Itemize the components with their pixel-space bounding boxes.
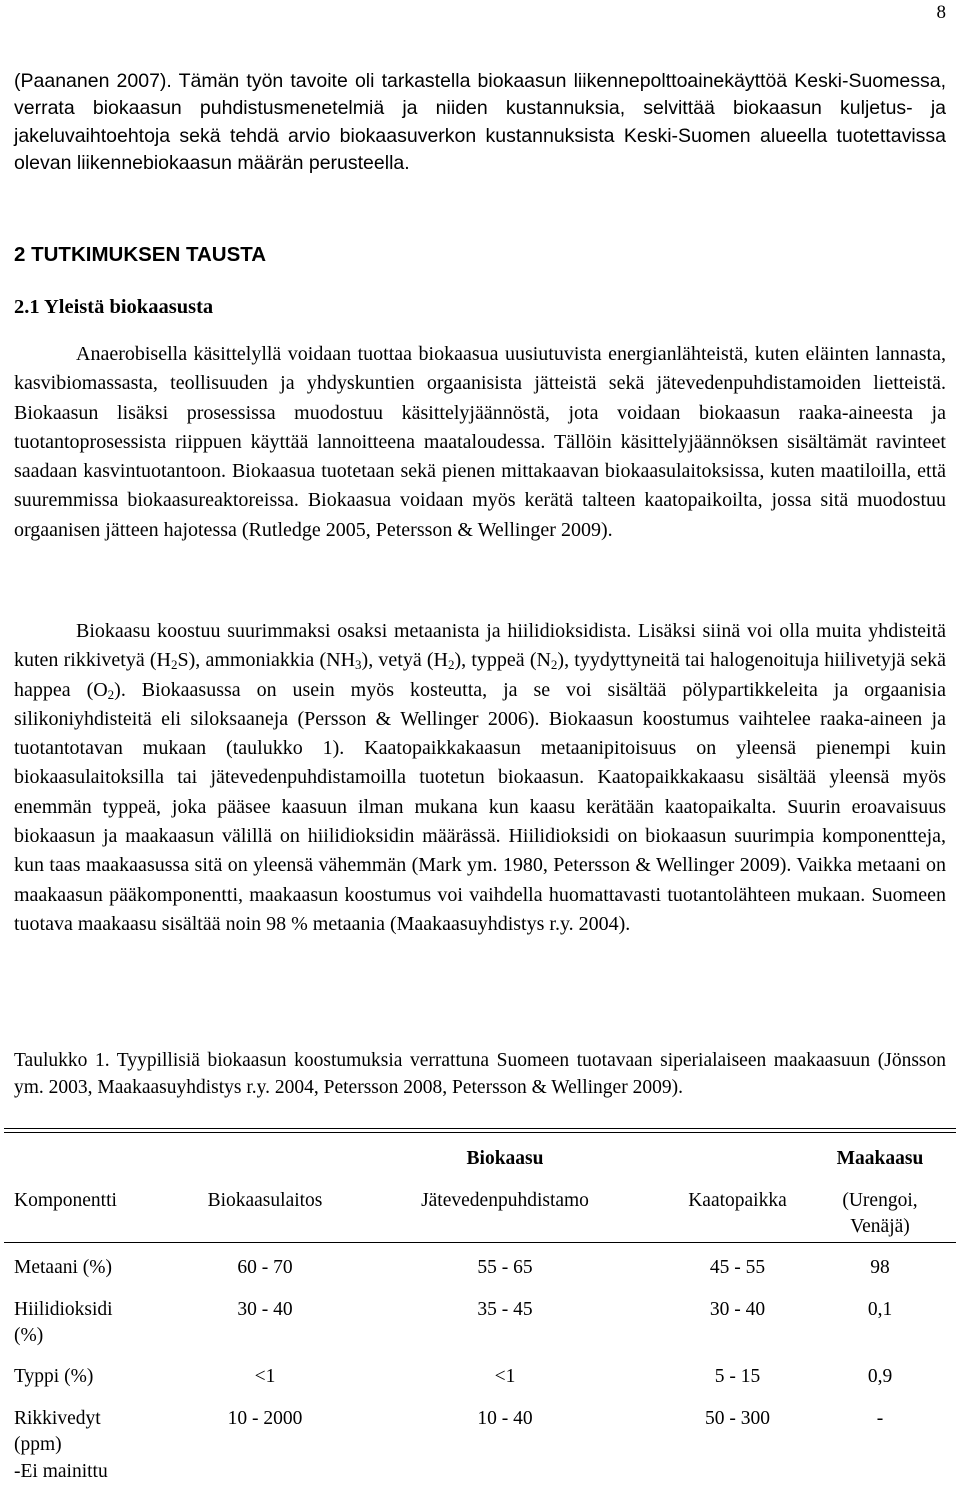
composition-text-part: ), vetyä (H [361, 649, 448, 672]
row-label: Typpi (%) [14, 1366, 94, 1387]
group-header-maakaasu: Maakaasu [836, 1148, 924, 1169]
cell-kaatopaikka: 5 - 15 [714, 1366, 761, 1387]
composition-text-part: ), tyydyttyneitä tai halogenoituja hiilivetyjä sekä happea (O [14, 649, 946, 701]
cell-biokaasulaitos: <1 [254, 1366, 276, 1387]
cell-kaatopaikka: 50 - 300 [705, 1408, 770, 1429]
cell-jatevedenpuhdistamo: 35 - 45 [477, 1299, 533, 1320]
cell-kaatopaikka: 30 - 40 [709, 1299, 766, 1320]
composition-text-part: ), typpeä (N [454, 649, 551, 672]
composition-text-part: S), ammoniakkia (NH [177, 649, 356, 672]
table-caption: Taulukko 1. Tyypillisiä biokaasun koostumuksia verrattuna Suomeen tuotavaan siperialaiseen maakaasuun (Jönsson ym. 2003, Maakaasuyhdistys r.y. 2004, Petersson 2008, Petersson & Wellinger 2009). [14, 1050, 946, 1098]
subscript: 2 [447, 657, 455, 673]
table-footnote: -Ei mainittu [14, 1461, 108, 1482]
row-label: Metaani (%) [14, 1257, 112, 1278]
row-label-unit: (%) [14, 1325, 44, 1346]
paragraph-composition [14, 617, 946, 939]
col-header-biokaasulaitos: Biokaasulaitos [207, 1190, 323, 1211]
subscript: 2 [107, 686, 115, 702]
intro-paragraph: (Paananen 2007). Tämän työn tavoite oli tarkastella biokaasun liikennepolttoainekäyttöä Keski-Suomessa, verrata biokaasun puhdistusmenetelmiä ja niiden kustannuksia, selvittää biokaasun kuljetus- ja jakeluvaihtoehtoja sekä tehdä arvio biokaasuverkon kustannuksista Keski-Suomen alueella tuotettavissa olevan liikennebiokaasun määrän perusteella. [14, 70, 946, 175]
composition-text-part: ). Biokaasussa on usein myös kosteutta, ja se voi sisältää pölypartikkeleita ja orgaanisia silikoniyhdisteitä eli siloksaaneja (Persson & Wellinger 2006). Biokaasun koostumus vaihtelee raaka-aineen ja tuotantotavan mukaan (taulukko 1). Kaatopaikkakaasun metaanipitoisuus on yleensä pienempi kuin biokaasulaitoksilla tai jätevedenpuhdistamoilla tuotetun biokaasun. Kaatopaikkakaasu sisältää yleensä myös enemmän typpeä, joka pääsee kaasuun ilman mukana kun kaasu kerätään kaatopaikalta. Suurin eroavaisuus biokaasun ja maakaasun välillä on hiilidioksidin määrässä. Hiilidioksidi on biokaasun suurimpia komponentteja, kun taas maakaasussa sitä on yleensä vähemmän (Mark ym. 1980, Petersson & Wellinger 2009). Vaikka metaani on maakaasun pääkomponentti, maakaasun koostumus voi vaihdella huomattavasti tuotantolähteen mukaan. Suomeen tuotava maakaasu sisältää noin 98 % metaania (Maakaasuyhdistys r.y. 2004). [14, 678, 946, 935]
cell-maakaasu: 0,1 [867, 1299, 893, 1320]
composition-text-part: Biokaasu koostuu suurimmaksi osaksi metaanista ja hiilidioksidista. Lisäksi siinä voi olla muita yhdisteitä kuten rikkivetyä (H [14, 620, 946, 672]
col-header-natgas-line2: Venäjä) [850, 1216, 910, 1237]
paragraph-anaerobic: Anaerobisella käsittelyllä voidaan tuottaa biokaasua uusiutuvista energianlähteistä, kuten eläinten lannasta, kasvibiomassasta, teollisuuden ja yhdyskuntien orgaanisista jätteistä sekä jätevedenpuhdistamoiden lietteistä. Biokaasun lisäksi prosessissa muodostuu käsittelyjäännöstä, jota voidaan biokaasun raaka-aineesta ja tuotantoprosessista riippuen käyttää lannoitteena maataloudessa. Tällöin käsittelyjäännöksen sisältämät ravinteet saadaan kasvintuotantoon. Biokaasua tuotetaan sekä pienen mittakaavan biokaasulaitoksissa, kuten maatiloilla, että suuremmissa biokaasureaktoreissa. Biokaasua voidaan myös kerätä talteen kaatopaikoilta, jossa sitä muodostuu orgaanisen jätteen hajotessa (Rutledge 2005, Petersson & Wellinger 2009). [14, 343, 946, 541]
page-number: 8 [936, 2, 946, 23]
cell-jatevedenpuhdistamo: 55 - 65 [477, 1257, 533, 1278]
subscript: 2 [550, 657, 558, 673]
table-header-rule [4, 1242, 956, 1243]
cell-kaatopaikka: 45 - 55 [709, 1257, 766, 1278]
cell-biokaasulaitos: 60 - 70 [237, 1257, 293, 1278]
cell-jatevedenpuhdistamo: <1 [494, 1366, 516, 1387]
cell-biokaasulaitos: 10 - 2000 [227, 1408, 303, 1429]
cell-jatevedenpuhdistamo: 10 - 40 [477, 1408, 533, 1429]
table-top-rule-double [4, 1132, 956, 1133]
row-label-unit: (ppm) [14, 1434, 62, 1455]
cell-maakaasu: - [876, 1408, 884, 1429]
row-label: Hiilidioksidi [14, 1299, 113, 1320]
row-label: Rikkivedyt [14, 1408, 101, 1429]
col-header-component: Komponentti [14, 1190, 117, 1211]
cell-biokaasulaitos: 30 - 40 [237, 1299, 293, 1320]
col-header-natgas-line1: (Urengoi, [842, 1190, 918, 1211]
subscript: 3 [355, 657, 362, 673]
col-header-kaatopaikka: Kaatopaikka [688, 1190, 787, 1211]
col-header-jatevedenpuhdistamo: Jätevedenpuhdistamo [421, 1190, 589, 1211]
subsection-heading: 2.1 Yleistä biokaasusta [14, 296, 214, 318]
subscript: 2 [170, 657, 178, 673]
group-header-biokaasu: Biokaasu [466, 1148, 544, 1169]
table-top-rule [4, 1128, 956, 1129]
cell-maakaasu: 0,9 [867, 1366, 893, 1387]
section-heading: 2 TUTKIMUKSEN TAUSTA [14, 243, 267, 266]
cell-maakaasu: 98 [870, 1257, 890, 1278]
